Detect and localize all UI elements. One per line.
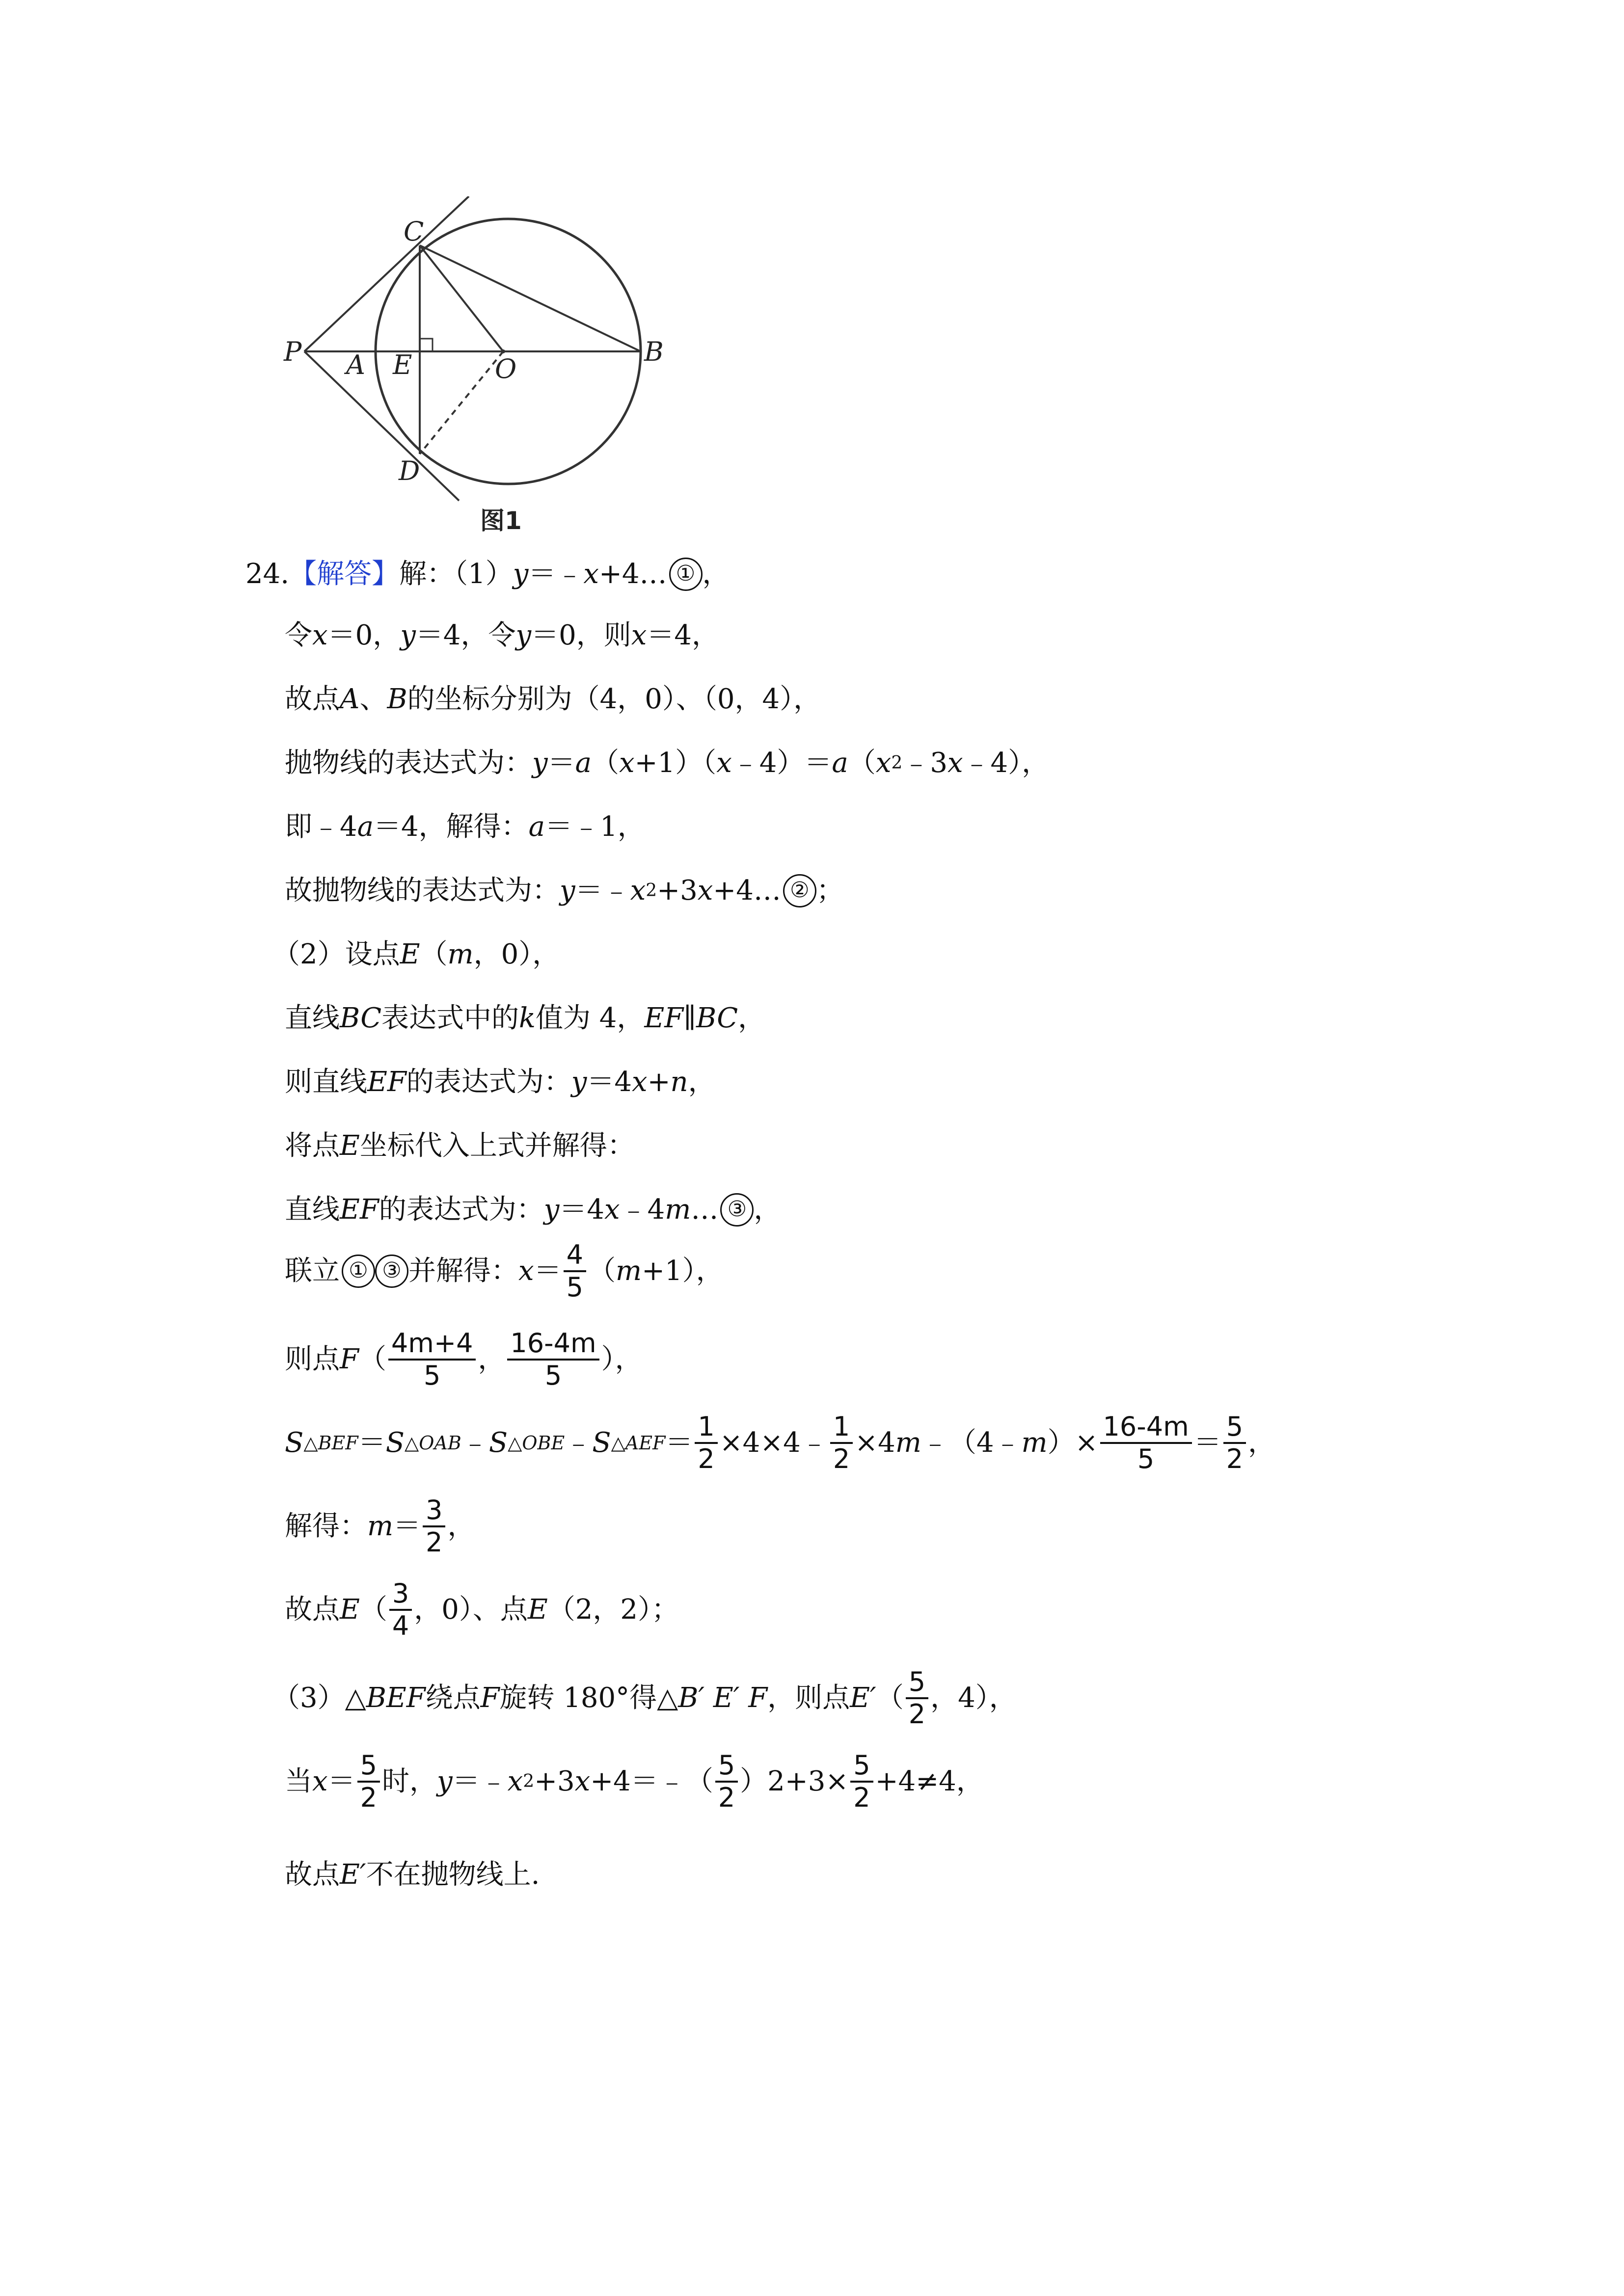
solution-line-5: [285, 807, 645, 847]
subscript: △OBE: [508, 1432, 565, 1454]
solution-line-1: [245, 555, 730, 594]
label-p: P: [284, 336, 302, 367]
problem-number: 24.: [245, 558, 290, 590]
denominator: 2: [360, 1782, 377, 1813]
var: B: [387, 683, 407, 715]
var: x: [632, 1066, 648, 1098]
circled-number-1: ①: [669, 558, 703, 591]
var: S: [488, 1427, 508, 1459]
text: （: [359, 1594, 387, 1626]
solution-line-15: [285, 1492, 475, 1561]
var: x: [312, 619, 328, 651]
text: （3）△: [272, 1682, 366, 1714]
var: a: [575, 747, 592, 779]
label-e: E: [393, 349, 412, 380]
text: 坐标代入上式并解得：: [359, 1130, 635, 1162]
text: ＝0，则: [531, 619, 631, 651]
var: m: [367, 1510, 394, 1542]
var: x: [697, 875, 713, 907]
denominator: 4: [392, 1610, 409, 1641]
denominator: 2: [908, 1699, 926, 1730]
subscript: △BEF: [303, 1432, 358, 1454]
segment-cb: [420, 245, 641, 351]
text: …: [691, 1194, 719, 1226]
var: m: [615, 1255, 642, 1287]
center-point: [501, 349, 505, 353]
text: 故抛物线的表达式为：: [285, 875, 560, 907]
text: ，: [688, 1066, 716, 1098]
var: A: [340, 683, 360, 715]
text: ＝4: [587, 1066, 632, 1098]
text: +3: [534, 1765, 575, 1797]
circled-number-1: ①: [342, 1255, 375, 1288]
text: +4≠4，: [875, 1765, 984, 1797]
text: 联立: [285, 1255, 340, 1287]
text: 则点: [285, 1343, 340, 1375]
fraction: [357, 1750, 380, 1813]
text: ＝: [358, 1427, 386, 1459]
solution-line-16: [285, 1575, 679, 1644]
text: ﹣4: [620, 1194, 665, 1226]
text: （: [588, 1255, 616, 1287]
solution-line-4: 抛物线的表达式为： y ＝ a （ x +1）（ x ﹣4）＝ a （ x 2 ﹣3 x ﹣4），: [285, 744, 1049, 783]
text: （2，2）；: [547, 1594, 679, 1626]
text: ，: [738, 1002, 766, 1034]
solution-line-19: [285, 1855, 540, 1895]
text: 值为 4，: [535, 1002, 645, 1034]
text: （: [358, 1343, 386, 1375]
denominator: 5: [566, 1272, 583, 1303]
var: n: [670, 1066, 688, 1098]
fraction: [830, 1412, 853, 1474]
fraction: [695, 1412, 717, 1474]
denominator: 5: [544, 1360, 562, 1391]
text: +3: [657, 875, 698, 907]
answer-tag: 【解答】: [289, 558, 400, 590]
segment-od-dashed: [420, 351, 503, 454]
fraction: [850, 1750, 873, 1813]
circled-number-3: ③: [375, 1255, 408, 1288]
var: m: [665, 1194, 691, 1226]
numerator: 1: [695, 1412, 717, 1444]
fraction: [564, 1240, 586, 1303]
solution-line-6: 故抛物线的表达式为： y ＝﹣ x 2 +3 x +4… ② ；: [285, 871, 844, 910]
subscript: △AEF: [611, 1432, 666, 1454]
text: 故点: [285, 1594, 340, 1626]
fraction: [906, 1667, 928, 1730]
text: 的表达式为：: [406, 1066, 571, 1098]
text: ）2+3×: [740, 1765, 849, 1797]
right-angle-mark: [420, 339, 433, 351]
var: m: [895, 1427, 921, 1459]
text: ）×: [1047, 1427, 1098, 1459]
text: 旋转 180°得△: [499, 1682, 678, 1714]
fraction: [388, 1328, 476, 1391]
var: EF: [644, 1002, 684, 1034]
text: 即﹣4: [285, 811, 357, 843]
solution-line-17: [272, 1664, 1017, 1733]
var: x: [574, 1765, 591, 1797]
var: y: [436, 1765, 453, 1797]
var: x: [619, 747, 635, 779]
solution-line-11: [285, 1190, 781, 1229]
solution-line-13: [285, 1325, 643, 1394]
text: ，: [1248, 1427, 1276, 1459]
var: m: [447, 938, 474, 970]
var: x: [875, 747, 892, 779]
text: ，: [754, 1194, 782, 1226]
text: ＝0，: [327, 619, 401, 651]
text: +4…: [713, 875, 781, 907]
text: 当: [285, 1765, 312, 1797]
denominator: 5: [1137, 1443, 1155, 1474]
tangent-pd: [304, 351, 459, 501]
circle-tangent-diagram: [275, 196, 682, 540]
text: ，0）、点: [414, 1594, 528, 1626]
text: 的表达式为：: [379, 1194, 544, 1226]
text: ×4×4﹣: [719, 1427, 828, 1459]
text: +1）（: [634, 747, 717, 779]
text: 令: [285, 619, 312, 651]
label-d: D: [399, 455, 420, 486]
text: ＝4: [559, 1194, 605, 1226]
text: （: [848, 747, 876, 779]
text: ＝﹣1，: [545, 811, 645, 843]
text: 时，: [381, 1765, 437, 1797]
text: （: [420, 938, 448, 970]
numerator: 5: [715, 1750, 738, 1783]
fraction: [1223, 1412, 1246, 1474]
denominator: 2: [718, 1782, 735, 1813]
solution-line-12: [285, 1237, 724, 1306]
text: ，0），: [473, 938, 560, 970]
var: BEF: [366, 1682, 426, 1714]
circled-number-3: ③: [720, 1193, 754, 1227]
var: S: [285, 1427, 304, 1459]
text: ，则点: [767, 1682, 850, 1714]
denominator: 2: [853, 1782, 870, 1813]
label-a: A: [346, 349, 365, 380]
var: x: [583, 558, 599, 590]
denominator: 2: [698, 1443, 715, 1474]
numerator: 4m+4: [388, 1328, 476, 1361]
text: ，: [447, 1510, 475, 1542]
var: x: [631, 619, 647, 651]
var: E′: [850, 1682, 876, 1714]
fraction: [507, 1328, 599, 1391]
var: F: [340, 1343, 359, 1375]
var: x: [312, 1765, 328, 1797]
denominator: 2: [426, 1527, 443, 1558]
text: 表达式中的: [381, 1002, 519, 1034]
var: E: [340, 1594, 360, 1626]
numerator: 5: [1223, 1412, 1246, 1444]
solution-line-2: [285, 616, 719, 655]
text: 直线: [285, 1194, 340, 1226]
text: 解：（1）: [399, 558, 513, 590]
text: ﹣（4﹣: [921, 1427, 1022, 1459]
text: ＝: [1193, 1427, 1221, 1459]
var: k: [519, 1002, 536, 1034]
text: ；: [816, 875, 844, 907]
text: 绕点: [425, 1682, 481, 1714]
text: ＝: [327, 1765, 355, 1797]
label-c: C: [404, 216, 424, 247]
numerator: 16-4m: [1100, 1412, 1192, 1444]
fraction: [1100, 1412, 1192, 1474]
text: ＝: [547, 747, 575, 779]
solution-line-9: [285, 1063, 716, 1102]
text: 抛物线的表达式为：: [285, 747, 532, 779]
text: ＝﹣: [528, 558, 584, 590]
text: +4＝﹣（: [590, 1765, 713, 1797]
text: ，4），: [930, 1682, 1017, 1714]
numerator: 16-4m: [507, 1328, 599, 1361]
tangent-pc: [304, 196, 469, 351]
text: 不在抛物线上.: [366, 1859, 540, 1891]
var: x: [947, 747, 963, 779]
var: y: [513, 558, 529, 590]
circled-number-2: ②: [783, 874, 816, 908]
solution-line-7: [272, 935, 560, 974]
var: B′ E′ F: [678, 1682, 768, 1714]
numerator: 3: [389, 1578, 412, 1611]
text: （: [592, 747, 620, 779]
text: 、: [359, 683, 387, 715]
text: 故点: [285, 1859, 340, 1891]
text: ＝4，令: [415, 619, 516, 651]
label-b: B: [644, 336, 664, 367]
text: 的坐标分别为（4，0）、（0，4），: [407, 683, 821, 715]
text: ＝: [534, 1255, 562, 1287]
text: 并解得：: [408, 1255, 518, 1287]
text: （: [876, 1682, 904, 1714]
text: ＝4，: [647, 619, 720, 651]
solution-line-10: [285, 1126, 635, 1166]
var: x: [604, 1194, 620, 1226]
var: S: [592, 1427, 611, 1459]
var: x: [630, 875, 646, 907]
text: 解得：: [285, 1510, 367, 1542]
var: y: [400, 619, 416, 651]
text: +4…: [598, 558, 667, 590]
text: （2）设点: [272, 938, 400, 970]
text: ＝: [393, 1510, 421, 1542]
var: x: [716, 747, 732, 779]
text: ＝: [665, 1427, 693, 1459]
fraction: [389, 1578, 412, 1641]
var: S: [385, 1427, 405, 1459]
var: y: [571, 1066, 587, 1098]
text: ﹣4），: [963, 747, 1050, 779]
text: ），: [601, 1343, 643, 1375]
label-o: O: [495, 353, 517, 384]
text: 将点: [285, 1130, 340, 1162]
numerator: 5: [906, 1667, 928, 1699]
text: 直线: [285, 1002, 340, 1034]
solution-line-8: [285, 999, 765, 1038]
solution-line-14: [285, 1409, 1275, 1477]
text: ∥: [683, 1002, 697, 1034]
text: ＝4，解得：: [374, 811, 529, 843]
denominator: 5: [423, 1360, 441, 1391]
var: y: [543, 1194, 560, 1226]
var: a: [357, 811, 374, 843]
text: ﹣4）＝: [731, 747, 832, 779]
subscript: △OAB: [405, 1432, 461, 1454]
var: a: [832, 747, 848, 779]
text: ＝﹣: [452, 1765, 508, 1797]
var: F: [480, 1682, 500, 1714]
var: y: [532, 747, 548, 779]
numerator: 5: [850, 1750, 873, 1783]
denominator: 2: [833, 1443, 850, 1474]
text: +1），: [642, 1255, 724, 1287]
segment-co: [420, 245, 503, 351]
text: ＝﹣: [575, 875, 630, 907]
text: ，: [478, 1343, 506, 1375]
fraction: [715, 1750, 738, 1813]
var: a: [528, 811, 545, 843]
text: 则直线: [285, 1066, 367, 1098]
denominator: 2: [1226, 1443, 1244, 1474]
text: +: [647, 1066, 671, 1098]
var: x: [507, 1765, 523, 1797]
var: EF: [340, 1194, 379, 1226]
numerator: 4: [564, 1240, 586, 1272]
numerator: 1: [830, 1412, 853, 1444]
var: m: [1021, 1427, 1048, 1459]
var: E: [340, 1130, 360, 1162]
var: E′: [340, 1859, 366, 1891]
numerator: 3: [423, 1495, 445, 1527]
text: 故点: [285, 683, 340, 715]
var: E: [527, 1594, 548, 1626]
text: ﹣3: [902, 747, 947, 779]
var: y: [515, 619, 532, 651]
text: ×4: [855, 1427, 895, 1459]
var: x: [518, 1255, 534, 1287]
var: BC: [696, 1002, 738, 1034]
figure-caption: 图1: [480, 507, 522, 535]
solution-line-3: [285, 680, 821, 719]
text: ﹣: [461, 1427, 489, 1459]
text: ，: [702, 558, 730, 590]
geometry-figure: [275, 196, 682, 540]
numerator: 5: [357, 1750, 380, 1783]
var: BC: [340, 1002, 382, 1034]
fraction: [423, 1495, 445, 1558]
var: E: [400, 938, 420, 970]
text: ﹣: [565, 1427, 593, 1459]
var: y: [560, 875, 575, 907]
var: EF: [367, 1066, 406, 1098]
solution-line-18: 当 x ＝ $\frac{5}{2}$ 时， y ＝﹣ x 2 +3 x +4＝﹣（ $\frac{5}{2}$ ）2+3× $\frac{5}{2}$ +4≠4，: [285, 1747, 984, 1816]
